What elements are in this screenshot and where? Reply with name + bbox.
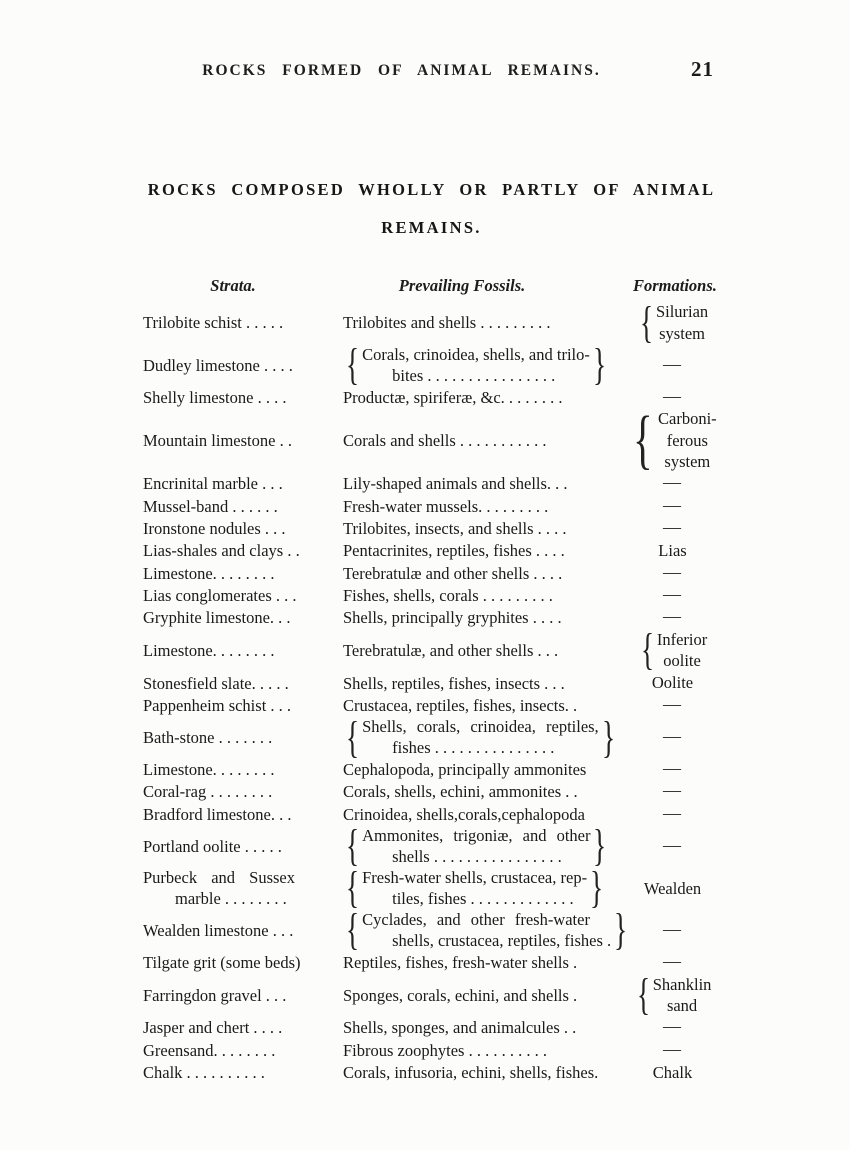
formation-lines	[658, 540, 686, 562]
strata-text: Coral-rag . . . . . . . .	[143, 782, 273, 802]
formation-text: oolite	[663, 651, 701, 671]
table-row	[143, 951, 720, 973]
fossil-text: shells, crustacea, reptiles, fishes .	[392, 931, 612, 951]
formation-cell	[635, 920, 710, 941]
table-row	[143, 403, 720, 477]
fossil-lines	[343, 312, 550, 333]
table-row	[143, 821, 720, 871]
running-head	[143, 57, 720, 86]
fossil-lines	[343, 640, 558, 661]
table-row	[143, 540, 720, 562]
brace-glyph: }	[593, 821, 607, 871]
strata-text: Encrinital marble . . .	[143, 474, 283, 494]
fossils-cell	[343, 863, 643, 913]
fossil-text: Terebratulæ and other shells . . . .	[343, 563, 563, 583]
fossil-text: Corals, crinoidea, shells, and trilo-	[362, 345, 590, 364]
table-row	[143, 495, 720, 517]
fossils-cell	[343, 712, 643, 762]
strata-cell	[143, 952, 343, 973]
table-row	[143, 905, 720, 955]
strata-cell	[143, 1062, 343, 1083]
strata-cell	[143, 518, 343, 539]
column-header-formations: Formations.	[633, 276, 717, 295]
fossil-text: Trilobites and shells . . . . . . . . .	[343, 313, 551, 332]
fossils-cell	[343, 952, 643, 973]
formation-cell	[635, 585, 710, 606]
fossil-text: fishes . . . . . . . . . . . . . . .	[392, 738, 555, 758]
fossils-cell	[343, 1017, 643, 1038]
fossil-lines	[343, 1062, 598, 1083]
fossils-cell	[343, 518, 643, 539]
fossils-cell	[343, 1062, 643, 1083]
formation-cell	[635, 1062, 710, 1084]
strata-cell	[143, 585, 343, 606]
formation-lines	[653, 974, 712, 1017]
formation-dash: —	[663, 583, 682, 604]
fossils-cell	[343, 695, 643, 716]
brace-glyph: }	[601, 712, 615, 762]
formation-dash: —	[663, 494, 682, 515]
table-row	[143, 712, 720, 762]
table-row	[143, 607, 720, 629]
formation-dash: —	[663, 472, 682, 493]
strata-text: Shelly limestone . . . .	[143, 387, 287, 407]
fossils-cell	[343, 430, 643, 451]
fossils-cell	[343, 673, 643, 694]
strata-text: Greensand. . . . . . . .	[143, 1040, 276, 1060]
formation-dash: —	[663, 802, 682, 823]
strata-text: Jasper and chert . . . .	[143, 1018, 283, 1038]
formation-dash: —	[663, 517, 682, 538]
formation-lines	[656, 301, 708, 344]
fossil-lines	[343, 1017, 576, 1038]
strata-text: Limestone. . . . . . . .	[143, 563, 275, 583]
fossil-lines	[343, 585, 553, 606]
strata-text: Trilobite schist . . . . .	[143, 313, 284, 332]
formation-cell	[635, 625, 710, 675]
table-row	[143, 1039, 720, 1061]
strata-text: Portland oolite . . . . .	[143, 836, 282, 856]
formation-cell	[635, 473, 710, 494]
strata-text: Chalk . . . . . . . . . .	[143, 1062, 265, 1082]
strata-cell	[143, 759, 343, 780]
table-row	[143, 584, 720, 606]
formation-cell	[635, 836, 710, 857]
formation-cell	[635, 1017, 710, 1038]
column-header-strata: Strata.	[210, 276, 256, 295]
fossil-lines	[343, 518, 567, 539]
fossil-lines	[343, 781, 578, 802]
fossil-text: Shells, sponges, and animalcules . .	[343, 1018, 577, 1038]
formation-cell	[635, 496, 710, 517]
fossil-lines	[343, 496, 548, 517]
formation-text: Carboni-	[658, 409, 717, 429]
formation-dash: —	[663, 951, 682, 971]
fossil-lines	[362, 825, 590, 867]
formation-cell	[635, 355, 710, 376]
formation-cell	[635, 781, 710, 802]
brace-glyph: {	[346, 863, 360, 913]
fossil-lines	[343, 430, 547, 451]
formation-dash: —	[663, 918, 682, 939]
fossil-lines	[343, 759, 586, 780]
brace-glyph: {	[636, 970, 650, 1020]
strata-cell	[143, 985, 343, 1006]
brace-glyph: {	[346, 821, 360, 871]
strata-cell	[143, 607, 343, 628]
fossils-cell	[343, 585, 643, 606]
strata-text: Gryphite limestone. . .	[143, 608, 291, 628]
fossil-text: Ammonites, trigoniæ, and other	[362, 826, 591, 846]
fossil-lines	[362, 867, 587, 909]
strata-cell	[143, 867, 343, 909]
formation-cell	[635, 695, 710, 716]
fossil-text: Trilobites, insects, and shells . . . .	[343, 519, 567, 539]
table-row	[143, 970, 720, 1020]
fossil-lines	[362, 344, 590, 386]
formation-cell	[635, 970, 712, 1020]
fossil-lines	[343, 387, 563, 408]
fossils-cell	[343, 1040, 643, 1061]
fossil-lines	[343, 540, 565, 561]
strata-text: Ironstone nodules . . .	[143, 519, 286, 539]
fossil-text: Fresh-water mussels. . . . . . . . .	[343, 496, 549, 516]
strata-text: Tilgate grit (some beds)	[143, 953, 301, 972]
strata-text: Bath-stone . . . . . . .	[143, 727, 273, 747]
strata-cell	[143, 430, 343, 451]
formation-dash: —	[663, 561, 682, 582]
fossil-lines	[343, 804, 585, 825]
fossil-text: Sponges, corals, echini, and shells .	[343, 985, 578, 1005]
table-column-headers	[143, 276, 720, 296]
brace-glyph: }	[592, 340, 606, 390]
strata-cell	[143, 804, 343, 825]
strata-cell	[143, 1040, 343, 1061]
brace-glyph: {	[639, 297, 653, 347]
fossil-lines	[362, 909, 611, 951]
formation-text: Lias	[658, 541, 687, 561]
strata-text: Pappenheim schist . . .	[143, 695, 292, 715]
strata-text: Bradford limestone. . .	[143, 804, 292, 824]
fossil-text: Lily-shaped animals and shells. . .	[343, 474, 568, 494]
fossils-cell	[343, 607, 643, 628]
fossils-cell	[343, 640, 643, 661]
fossils-cell	[343, 563, 643, 584]
fossil-text: Cyclades, and other fresh-water	[362, 910, 590, 930]
table-row	[143, 517, 720, 539]
strata-text: Lias conglomerates . . .	[143, 585, 297, 605]
formation-dash: —	[663, 1038, 682, 1059]
fossil-text: Crustacea, reptiles, fishes, insects. .	[343, 695, 578, 715]
strata-text: Lias-shales and clays . .	[143, 541, 300, 561]
table-row	[143, 297, 720, 347]
fossils-cell	[343, 905, 643, 955]
formation-cell	[635, 563, 710, 584]
strata-cell	[143, 695, 343, 716]
strata-cell	[143, 312, 343, 333]
formation-text: Inferior	[656, 629, 708, 649]
fossil-lines	[362, 716, 599, 758]
table-row	[143, 340, 720, 390]
section-title-line1: ROCKS COMPOSED WHOLLY OR PARTLY OF ANIMAL	[147, 180, 716, 199]
fossils-cell	[343, 387, 643, 408]
strata-cell	[143, 836, 343, 857]
fossil-text: bites . . . . . . . . . . . . . . . .	[392, 366, 556, 385]
fossil-text: Terebratulæ, and other shells . . .	[343, 640, 559, 660]
strata-cell	[143, 673, 343, 694]
table-row	[143, 562, 720, 584]
strata-text: Mussel-band . . . . . .	[143, 496, 278, 516]
formation-text: system	[659, 323, 705, 343]
table-row	[143, 803, 720, 825]
formation-dash: —	[663, 385, 682, 406]
fossil-text: Cephalopoda, principally ammonites	[343, 760, 587, 780]
section-title-line2: REMAINS.	[381, 218, 482, 237]
column-header-fossils: Prevailing Fossils.	[398, 276, 526, 295]
formation-dash: —	[663, 606, 682, 627]
fossil-text: Corals and shells . . . . . . . . . . .	[343, 431, 547, 451]
table-row	[143, 863, 720, 913]
fossil-lines	[343, 563, 562, 584]
formation-text: Shanklin	[652, 974, 712, 994]
fossils-cell	[343, 540, 643, 561]
formation-text: sand	[666, 996, 698, 1016]
strata-cell	[143, 920, 343, 941]
formation-cell	[633, 403, 717, 477]
fossil-lines	[343, 695, 577, 716]
table-row	[143, 625, 720, 675]
formation-cell	[635, 297, 710, 347]
strata-text: Limestone. . . . . . . .	[143, 760, 275, 780]
fossils-cell	[343, 340, 643, 390]
strata-text: Wealden limestone . . .	[143, 920, 294, 940]
formation-text: Oolite	[651, 673, 694, 693]
formation-text: ferous	[666, 430, 708, 450]
fossils-cell	[343, 821, 643, 871]
fossil-text: Crinoidea, shells,corals,cephalopoda	[343, 804, 585, 824]
fossil-lines	[343, 952, 577, 973]
formation-dash: —	[663, 693, 682, 714]
strata-cell	[143, 473, 343, 494]
formation-cell	[635, 878, 710, 900]
strata-text: Farringdon gravel . . .	[143, 985, 287, 1005]
fossil-lines	[343, 1040, 547, 1061]
formation-cell	[635, 804, 710, 825]
formation-dash: —	[663, 1016, 682, 1037]
fossils-cell	[343, 759, 643, 780]
table-row	[143, 781, 720, 803]
fossil-text: Shells, reptiles, fishes, insects . . .	[343, 673, 565, 693]
strata-text: Purbeck and Sussex	[143, 868, 295, 888]
fossil-text: tiles, fishes . . . . . . . . . . . . .	[392, 889, 574, 909]
formation-lines	[657, 629, 707, 672]
fossil-lines	[343, 985, 577, 1006]
formation-cell	[635, 759, 710, 780]
table-row	[143, 672, 720, 694]
fossil-text: Productæ, spiriferæ, &c. . . . . . . .	[343, 387, 563, 407]
table-row	[143, 1061, 720, 1083]
fossil-table	[143, 297, 720, 1084]
fossil-lines	[343, 473, 568, 494]
page-number: 21	[691, 57, 714, 81]
formation-text: Silurian	[655, 302, 709, 321]
brace-glyph: }	[614, 905, 628, 955]
fossil-text: Corals, shells, echini, ammonites . .	[343, 782, 578, 802]
section-title	[143, 180, 720, 238]
strata-text: Stonesfield slate. . . . .	[143, 673, 289, 693]
formation-lines	[644, 878, 701, 900]
formation-dash: —	[663, 353, 682, 374]
fossil-text: Shells, principally gryphites . . . .	[343, 608, 562, 628]
strata-cell	[143, 387, 343, 408]
brace-glyph: {	[346, 905, 360, 955]
fossil-text: Shells, corals, crinoidea, reptiles,	[362, 717, 599, 737]
fossil-text: Reptiles, fishes, fresh-water shells .	[343, 953, 578, 972]
fossil-text: Corals, infusoria, echini, shells, fishes.	[343, 1062, 599, 1082]
strata-text: Limestone. . . . . . . .	[143, 640, 275, 660]
formation-text: Chalk	[652, 1062, 693, 1082]
formation-text: system	[664, 452, 711, 472]
running-head-title: ROCKS FORMED OF ANIMAL REMAINS.	[202, 62, 601, 79]
formation-dash: —	[663, 780, 682, 801]
fossils-cell	[343, 473, 643, 494]
fossil-text: Pentacrinites, reptiles, fishes . . . .	[343, 541, 565, 561]
fossil-text: Fibrous zoophytes . . . . . . . . . .	[343, 1040, 547, 1060]
strata-text: marble . . . . . . . .	[175, 889, 287, 909]
formation-lines	[653, 1062, 692, 1084]
table-row	[143, 758, 720, 780]
formation-text: Wealden	[643, 878, 702, 898]
formation-cell	[635, 518, 710, 539]
formation-dash: —	[663, 725, 682, 746]
formation-dash: —	[663, 758, 682, 779]
formation-cell	[635, 727, 710, 748]
table-row	[143, 694, 720, 716]
fossil-text: Fishes, shells, corals . . . . . . . . .	[343, 585, 553, 605]
fossils-cell	[343, 985, 643, 1006]
fossils-cell	[343, 312, 643, 333]
formation-cell	[635, 540, 710, 562]
strata-cell	[143, 727, 343, 748]
formation-cell	[635, 1040, 710, 1061]
brace-glyph: {	[346, 340, 360, 390]
fossil-lines	[343, 607, 562, 628]
fossils-cell	[343, 496, 643, 517]
strata-cell	[143, 640, 343, 661]
strata-cell	[143, 540, 343, 561]
formation-lines	[658, 408, 717, 473]
brace-glyph: {	[640, 625, 654, 675]
formation-cell	[635, 672, 710, 694]
fossil-text: shells . . . . . . . . . . . . . . . .	[392, 847, 562, 867]
strata-cell	[143, 496, 343, 517]
strata-cell	[143, 355, 343, 376]
brace-glyph: {	[633, 403, 653, 477]
strata-text: Dudley limestone . . . .	[143, 355, 293, 375]
strata-cell	[143, 1017, 343, 1038]
brace-glyph: }	[590, 863, 604, 913]
formation-lines	[652, 672, 693, 694]
formation-dash: —	[663, 834, 682, 855]
fossils-cell	[343, 781, 643, 802]
strata-text: Mountain limestone . .	[143, 431, 292, 451]
fossil-text: Fresh-water shells, crustacea, rep-	[362, 868, 588, 888]
strata-cell	[143, 563, 343, 584]
table-row	[143, 1017, 720, 1039]
brace-glyph: {	[346, 712, 360, 762]
fossil-lines	[343, 673, 565, 694]
strata-cell	[143, 781, 343, 802]
